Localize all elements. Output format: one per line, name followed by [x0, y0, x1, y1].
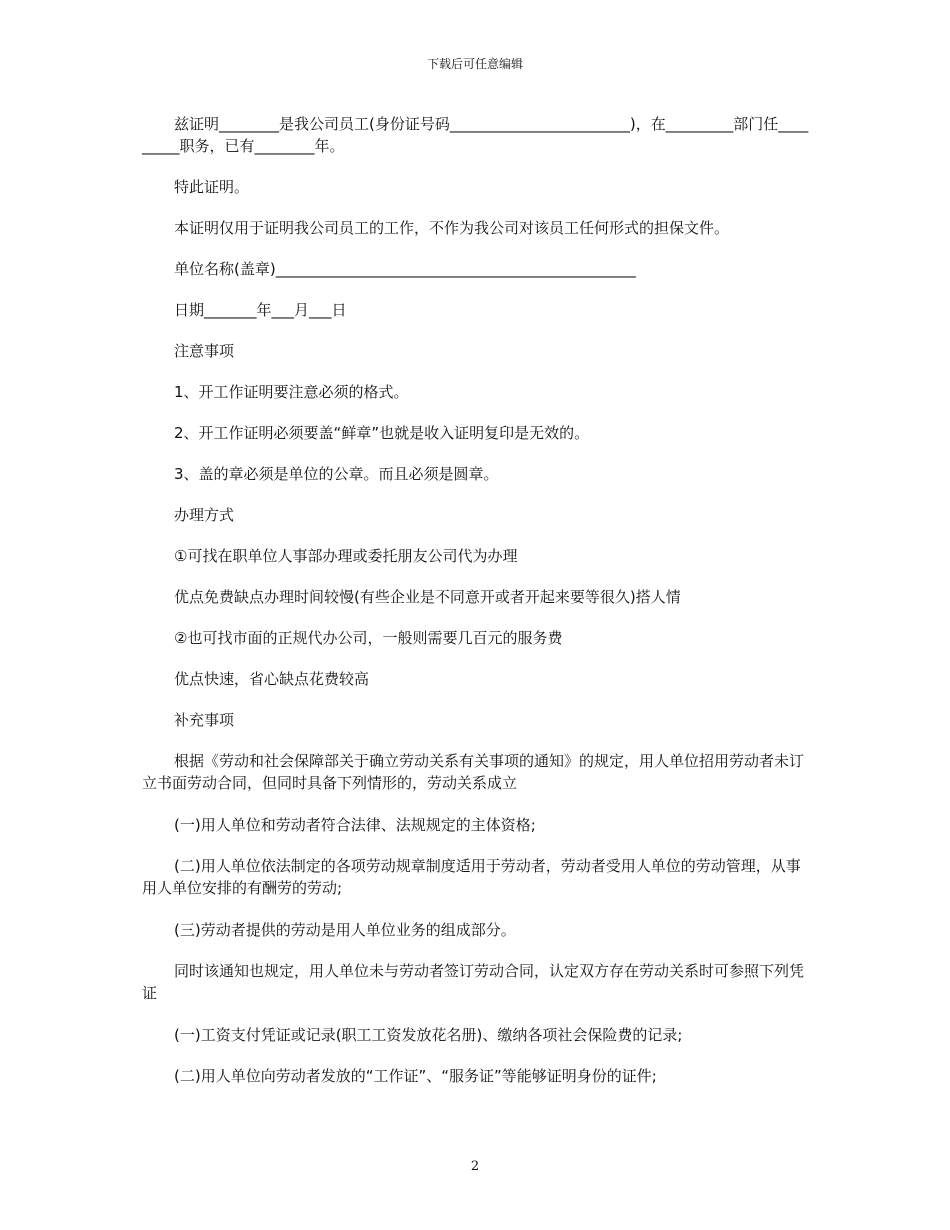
list-item: 优点快速，省心缺点花费较高: [174, 670, 370, 688]
list-item: (二)用人单位向劳动者发放的“工作证”、“服务证”等能够证明身份的证件;: [174, 1067, 657, 1085]
list-item: ②也可找市面的正规代办公司，一般则需要几百元的服务费: [174, 629, 563, 647]
paragraph-evidence: 同时该通知也规定，用人单位未与劳动者签订劳动合同，认定双方存在劳动关系时可参照下列凭证: [142, 962, 805, 1002]
list-item: (一)用人单位和劳动者符合法律、法规规定的主体资格;: [174, 816, 536, 834]
page-number: 2: [470, 1159, 480, 1174]
paragraph-company-seal: 单位名称(盖章)________________________________________________: [174, 260, 636, 278]
heading-notes: 注意事项: [174, 342, 235, 360]
list-item: 优点免费缺点办理时间较慢(有些企业是不同意开或者开起来要等很久)搭人情: [174, 588, 681, 606]
list-item: (三)劳动者提供的劳动是用人单位业务的组成部分。: [174, 921, 516, 939]
paragraph-hereby-certify: 特此证明。: [174, 178, 250, 196]
list-item: 3、盖的章必须是单位的公章。而且必须是圆章。: [174, 465, 499, 483]
paragraph-regulation: 根据《劳动和社会保障部关于确立劳动关系有关事项的通知》的规定，用人单位招用劳动者未订立书面劳动合同，但同时具备下列情形的，劳动关系成立: [142, 752, 805, 792]
heading-methods: 办理方式: [174, 506, 235, 524]
paragraph-usage-note: 本证明仅用于证明我公司员工的工作，不作为我公司对该员工任何形式的担保文件。: [174, 219, 730, 237]
list-item: (一)工资支付凭证或记录(职工工资发放花名册)、缴纳各项社会保险费的记录;: [174, 1026, 683, 1044]
list-item: ①可找在职单位人事部办理或委托朋友公司代为办理: [174, 547, 518, 565]
document-body: [142, 113, 812, 1106]
list-item: 2、开工作证明必须要盖“鲜章”也就是收入证明复印是无效的。: [174, 424, 590, 442]
list-item: 1、开工作证明要注意必须的格式。: [174, 383, 409, 401]
list-item: (二)用人单位依法制定的各项劳动规章制度适用于劳动者，劳动者受用人单位的劳动管理，从事用人单位安排的有酬劳的劳动;: [142, 857, 801, 897]
paragraph-date: 日期_______年___月___日: [174, 301, 347, 319]
heading-supplement: 补充事项: [174, 711, 235, 729]
page-header: 下载后可任意编辑: [426, 57, 523, 71]
paragraph-certificate-body: 兹证明________是我公司员工(身份证号码________________________)，在_________部门任_________职务，已有________年。: [142, 115, 809, 155]
